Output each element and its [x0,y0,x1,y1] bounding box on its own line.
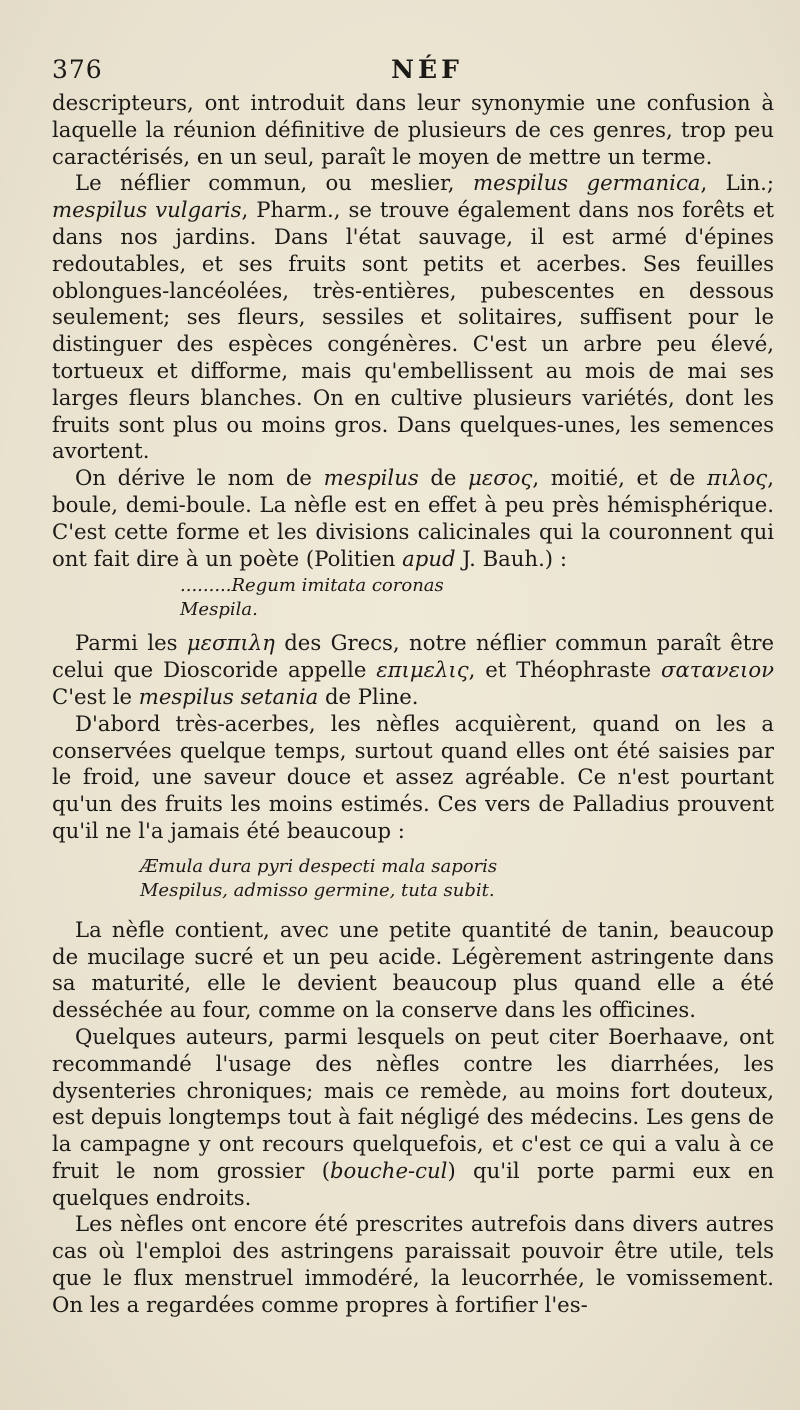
body-text [52,90,774,1319]
text-run: , moitié, et de [532,465,707,491]
verse-line: Mespila. [180,599,258,621]
verse-line: Mespilus, admisso germine, tuta subit. [140,879,495,901]
text-run: , boule, demi-boule. La nèfle est en effet à peu près hémisphérique. C'est cette forme et les divisions calicinales qui la couronnent qui ont fait dire à un poète (Politien [52,465,774,571]
text-run: Quelques auteurs, parmi lesquels on peut citer Boerhaave, ont recommandé l'usage des nèfles contre les diarrhées, les dysenteries chroniques; mais ce remède, au moins fort douteux, est depuis longtemps tout à fait négligé des médecins. Les gens de la campagne y ont recours quelquefois, et c'est ce qui a valu à ce fruit le nom grossier ( [52,1023,774,1183]
page-header [52,50,772,90]
text-run: des Grecs, notre néflier commun paraît être celui que Dioscoride appelle [52,630,774,683]
paragraph [52,465,774,572]
italic-term: bouche-cul [329,1157,448,1183]
italic-term: μεσος [468,465,533,491]
text-run: La nèfle contient, avec une petite quantité de tanin, beaucoup de mucilage sucré et un peu acide. Légèrement astringente dans sa maturité, elle le devient beaucoup plus quand elle a été desséchée au four, comme on la conserve dans les officines. [52,916,774,1023]
verse-quotation [52,855,774,903]
paragraph [52,170,774,465]
text-run: ) qu'il porte parmi eux en quelques endroits. [52,1157,774,1210]
text-run: Le néflier commun, ou meslier, [75,170,473,196]
italic-term: mespilus germanica [472,170,701,196]
paragraph [52,711,774,845]
text-run: de Pline. [318,683,419,709]
verse-quotation [52,574,774,622]
text-run: On dérive le nom de [75,465,324,491]
paragraph [52,1211,774,1318]
italic-term: σατανειον [661,657,774,683]
text-run: C'est le [52,683,139,709]
verse-line: .........Regum imitata coronas [180,575,444,597]
paragraph [52,90,774,170]
italic-term: mespilus setania [138,683,319,709]
italic-term: πιλος [706,465,768,491]
paragraph [52,630,774,710]
paragraph [52,917,774,1024]
text-run: , Pharm., se trouve également dans nos forêts et dans nos jardins. Dans l'état sauvage, il est armé d'épines redoutables, et ses fruits sont petits et acerbes. Ses feuilles oblongues-lancéolées, très-entières, pubescentes en dessous seulement; ses fleurs, sessiles et solitaires, suffisent pour le distinguer des espèces congénères. C'est un arbre peu élevé, tortueux et difforme, mais qu'embellissent au mois de mai ses larges fleurs blanches. On en cultive plusieurs variétés, dont les fruits sont plus ou moins gros. Dans quelques-unes, les semences avortent. [52,197,774,464]
text-run: , Lin.; [700,170,775,196]
italic-term: επιμελις [376,657,469,683]
italic-term: apud [402,545,456,571]
text-run: , et Théophraste [468,657,661,683]
text-run: Les nèfles ont encore été prescrites autrefois dans divers autres cas où l'emploi des astringens paraissait pouvoir être utile, tels que le flux menstruel immodéré, la leucorrhée, le vomissement. On les a regardées comme propres à fortifier l'es- [52,1211,774,1317]
text-run: D'abord très-acerbes, les nèfles acquièrent, quand on les a conservées quelque temps, surtout quand elles ont été saisies par le froid, une saveur douce et assez agréable. Ce n'est pourtant qu'un des fruits les moins estimés. Ces vers de Palladius prouvent qu'il ne l'a jamais été beaucoup : [52,710,774,843]
verse-line: Æmula dura pyri despecti mala saporis [140,855,498,877]
text-run: de [418,465,469,491]
page-number: 376 [52,55,103,84]
italic-term: mespilus vulgaris [52,197,242,223]
text-run: Parmi les [75,630,187,656]
text-run: J. Bauh.) : [455,545,567,571]
italic-term: mespilus [323,465,419,491]
italic-term: μεσπιλη [186,630,275,656]
text-run: descripteurs, ont introduit dans leur synonymie une confusion à laquelle la réunion définitive de plusieurs de ces genres, trop peu caractérisés, en un seul, paraît le moyen de mettre un terme. [52,90,774,169]
running-head: NÉF [391,55,463,84]
paragraph [52,1024,774,1212]
